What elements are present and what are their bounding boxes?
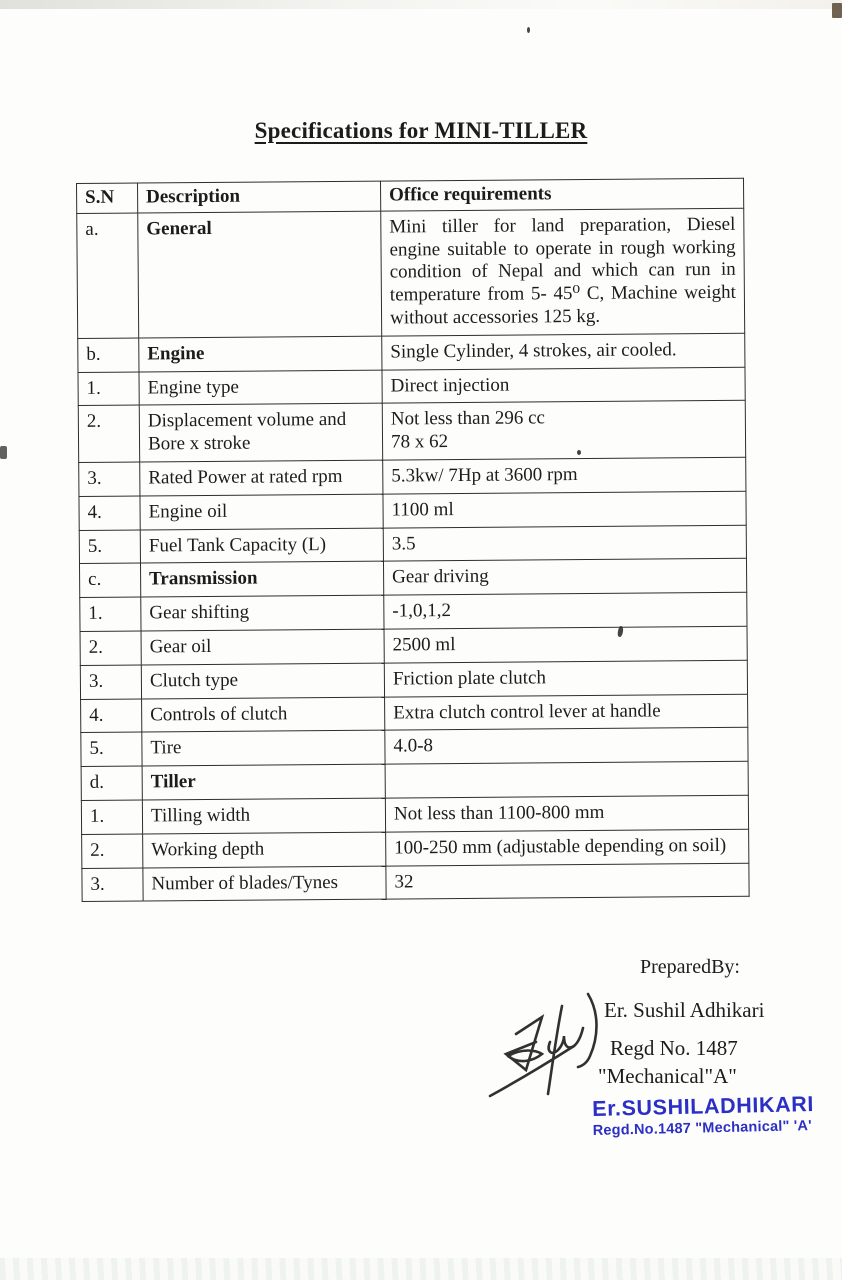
- cell-sn: d.: [81, 766, 142, 800]
- cell-sn: c.: [79, 563, 140, 597]
- cell-sn: 1.: [80, 597, 141, 631]
- table-row: [78, 333, 745, 372]
- cell-sn: 2.: [80, 631, 141, 665]
- table-row: [82, 863, 749, 902]
- cell-description: Engine type: [139, 370, 382, 406]
- cell-requirement: Direct injection: [382, 367, 745, 404]
- cell-requirement: 3.5: [383, 525, 746, 562]
- table-row: [79, 457, 746, 496]
- cell-description: Tire: [142, 730, 385, 766]
- cell-description: Gear shifting: [141, 595, 384, 631]
- table-row: [81, 694, 748, 733]
- cell-requirement: 100-250 mm (adjustable depending on soil): [386, 829, 749, 866]
- specifications-table: [76, 178, 750, 903]
- table-row: [82, 829, 749, 868]
- cell-requirement: 4.0-8: [385, 728, 748, 765]
- cell-description: Clutch type: [141, 663, 384, 699]
- table-row: [81, 761, 748, 800]
- table-row: [79, 525, 746, 564]
- cell-sn: 5.: [79, 530, 140, 564]
- cell-description: Controls of clutch: [142, 697, 385, 733]
- cell-requirement: Not less than 296 cc 78 x 62: [382, 401, 745, 460]
- cell-requirement: 2500 ml: [384, 626, 747, 663]
- cell-description: Displacement volume and Bore x stroke: [139, 403, 382, 462]
- cell-sn: 4.: [79, 496, 140, 530]
- cell-description: Tiller: [142, 764, 385, 800]
- cell-description: Gear oil: [141, 629, 384, 665]
- cell-requirement: Gear driving: [383, 559, 746, 596]
- cell-sn: 3.: [82, 868, 143, 902]
- document-title: Specifications for MINI-TILLER: [254, 118, 588, 143]
- cell-description: Working depth: [143, 832, 386, 868]
- scan-artifact: [832, 3, 842, 18]
- scan-noise-bottom: [0, 1258, 842, 1280]
- cell-requirement: Friction plate clutch: [384, 660, 747, 697]
- cell-sn: 1.: [78, 372, 139, 406]
- cell-sn: 5.: [81, 732, 142, 766]
- cell-requirement: 1100 ml: [383, 491, 746, 528]
- cell-sn: 1.: [81, 800, 142, 834]
- cell-sn: 2.: [78, 405, 139, 462]
- stamp-name: Er.SUSHILADHIKARI: [592, 1091, 815, 1121]
- cell-description: Fuel Tank Capacity (L): [140, 528, 383, 564]
- cell-description: Rated Power at rated rpm: [140, 460, 383, 496]
- cell-requirement: [385, 761, 748, 798]
- scan-noise-top: [0, 0, 842, 9]
- signer-registration-number: Regd No. 1487: [610, 1036, 738, 1060]
- cell-description: Transmission: [140, 561, 383, 597]
- cell-description: Engine oil: [140, 494, 383, 530]
- cell-requirement: Not less than 1100-800 mm: [385, 795, 748, 832]
- cell-requirement: Single Cylinder, 4 strokes, air cooled.: [382, 333, 745, 370]
- stamp-registration: Regd.No.1487 "Mechanical" 'A': [592, 1118, 812, 1139]
- table-row: [78, 401, 745, 463]
- table-row: [81, 728, 748, 767]
- table-row: [79, 491, 746, 530]
- table-row: [78, 367, 745, 406]
- cell-requirement: 5.3kw/ 7Hp at 3600 rpm: [383, 457, 746, 494]
- cell-requirement: -1,0,1,2: [384, 592, 747, 629]
- cell-requirement: Extra clutch control lever at handle: [385, 694, 748, 731]
- table-row: [80, 592, 747, 631]
- table-row: [80, 626, 747, 665]
- signer-classification: "Mechanical"A": [598, 1064, 737, 1088]
- cell-requirement: Mini tiller for land preparation, Diesel engine suitable to operate in rough working condition of Nepal and which can run in temperature from 5- 45⁰ C, Machine weight without accessories 125 kg.: [381, 208, 745, 336]
- cell-description: General: [138, 211, 382, 338]
- scan-artifact: [0, 446, 7, 459]
- cell-sn: a.: [77, 213, 139, 338]
- table-row: [79, 559, 746, 598]
- cell-sn: b.: [78, 338, 139, 372]
- cell-requirement: 32: [386, 863, 749, 900]
- table-row: [80, 660, 747, 699]
- cell-sn: 3.: [80, 665, 141, 699]
- table-row: [77, 208, 745, 338]
- cell-description: Number of blades/Tynes: [143, 866, 386, 902]
- prepared-by-label: PreparedBy:: [640, 956, 740, 978]
- signature-block: [592, 998, 834, 1139]
- cell-sn: 4.: [81, 699, 142, 733]
- scan-artifact: [527, 27, 530, 33]
- cell-sn: 2.: [82, 834, 143, 868]
- cell-sn: 3.: [79, 462, 140, 496]
- cell-description: Tilling width: [142, 798, 385, 834]
- column-header-sn: S.N: [77, 183, 138, 213]
- column-header-description: Description: [138, 181, 381, 213]
- table-row: [81, 795, 748, 834]
- cell-description: Engine: [139, 336, 382, 372]
- stamp: [592, 1092, 835, 1139]
- column-header-requirements: Office requirements: [380, 178, 743, 211]
- signer-name: Er. Sushil Adhikari: [604, 998, 765, 1022]
